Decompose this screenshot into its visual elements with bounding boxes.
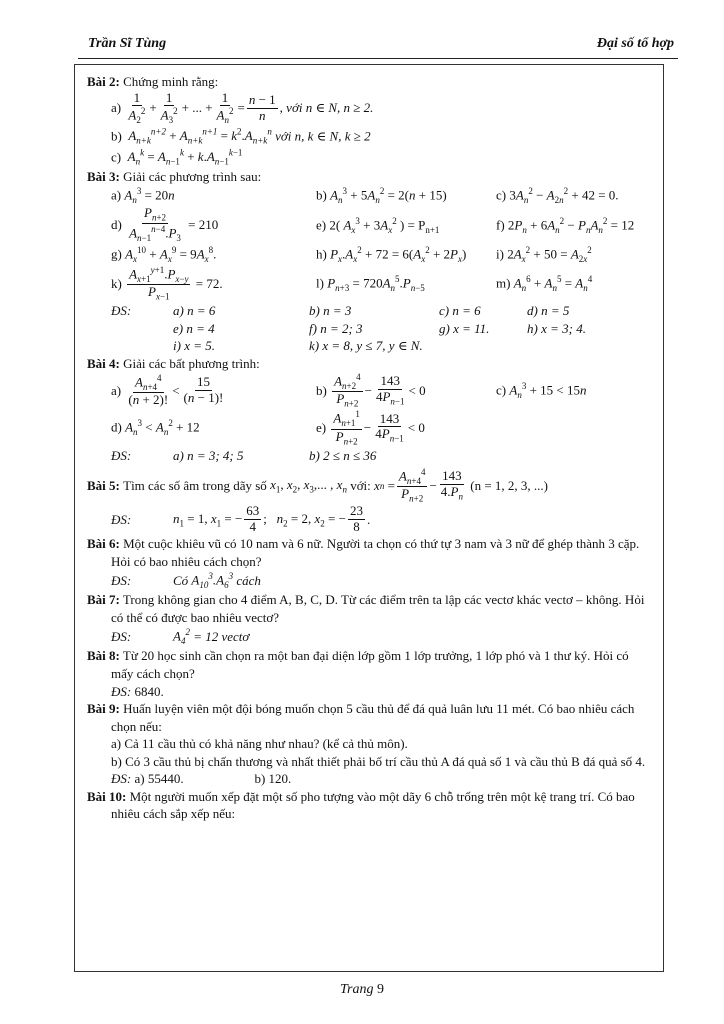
answers-5: ĐS: $n_1 = 1$, $x_1$ = − $\frac{63}{4}$ ; $n_2 = 2$, $x_2$ = − $\frac{23}{8}$ . bbox=[111, 503, 371, 535]
problem-title: Bài 5: bbox=[87, 477, 120, 493]
answers-6: ĐS: Có $A_{10}^3.A_6^3$ cách bbox=[111, 571, 261, 591]
math-fraction: $\frac{1}{A_3^2}$ bbox=[160, 89, 178, 126]
problem-4 bbox=[87, 355, 653, 465]
problem-text: Giải các bất phương trình: bbox=[123, 355, 260, 371]
item-label: a) bbox=[111, 100, 122, 116]
problem-9 bbox=[87, 700, 653, 788]
item-4d: d) $A_n^3 < A_n^2 + 12$ bbox=[111, 418, 200, 438]
problem-title: Bài 4: bbox=[87, 355, 120, 371]
item-3h: h) $P_x.A_x^2 + 72 = 6(A_x^2 + 2P_x)$ bbox=[316, 244, 467, 264]
math-expression: $A_n^k = A_{n-1}^k + k.A_{n-1}^{k-1}$ bbox=[127, 147, 243, 167]
item-9b: b) Có 3 cầu thủ bị chấn thương và nhất thiết phải bố trí cầu thủ A đá quả số 1 và cầu thủ B đá quả số 4. bbox=[111, 753, 646, 769]
math-expression: $A_{n+k}^{n+2} + A_{n+k}^{n+1} = k^2.A_{n+k}^n$ bbox=[128, 126, 272, 146]
answers-7: ĐS: $A_4^2$ = 12 vectơ bbox=[111, 627, 250, 647]
footer-label: Trang bbox=[340, 982, 374, 997]
problem-text: Huấn luyện viên một đội bóng muốn chọn 5 cầu thủ để đá quả luân lưu 11 mét. Có bao nhiêu cách chọn nếu: bbox=[111, 701, 635, 734]
problem-text: Một người muốn xếp đặt một số pho tượng vào một dãy 6 chỗ trống trên một kệ trang trí. Có bao nhiêu cách sắp xếp nếu: bbox=[111, 788, 635, 822]
problem-title: Bài 2: bbox=[87, 74, 120, 89]
answers-3-row3: i) x = 5. k) x = 8, y ≤ 7, y ∈ N. bbox=[173, 338, 423, 354]
problem-text: Chứng minh rằng: bbox=[123, 74, 219, 89]
header-subject: Đại số tổ hợp bbox=[596, 36, 674, 51]
item-3d: d) $\frac{P_{n+2}}{A_{n-1}^{n-4}.P_3}$ = 210 bbox=[111, 205, 219, 244]
item-3g: g) $A_x^{10} + A_x^9 = 9A_x^8$. bbox=[111, 244, 217, 264]
item-label: c) bbox=[111, 149, 122, 165]
problem-5: Bài 5: Tìm các số âm trong dãy số $x_1$, $x_2$, $x_3$,... , $x_n$ với: x n = $\frac{A_{n+4}^4}{P_{n+2}}$ − $\frac{143}{4.P_n}$ (n = 1, 2, 3, ...) ĐS: $n_1 = 1$, $x_1$ = − $\frac{63}{4}$ ; $n_2 = 2$, $x_2$ = − $\frac{23}{8}$ . bbox=[87, 467, 653, 535]
problem-text: Từ 20 học sinh cần chọn ra một ban đại diện lớp gồm 1 lớp trưởng, 1 lớp phó và 1 thư ký. Hỏi có mấy cách chọn? bbox=[111, 648, 629, 682]
math-fraction: $\frac{n - 1}{n}$ bbox=[248, 91, 276, 123]
item-9a: a) Cả 11 cầu thủ có khả năng như nhau? (kể cả thủ môn). bbox=[111, 736, 408, 752]
page-number: 9 bbox=[376, 982, 384, 997]
item-3a: a) $A_n^3 = 20n$ bbox=[111, 186, 175, 206]
answers-8: ĐS: 6840. bbox=[111, 683, 164, 699]
problem-text: Tìm các số âm trong dãy số bbox=[123, 477, 267, 493]
problem-text: với: bbox=[350, 477, 371, 493]
content-frame bbox=[74, 64, 664, 972]
item-4b: b) $\frac{A_{n+2}^4}{P_{n+2}}$ − $\frac{143}{4P_{n-1}}$ < 0 bbox=[316, 372, 426, 409]
item-2a: a) $\frac{1}{A_2^2}$ + $\frac{1}{A_3^2}$ + ... + $\frac{1}{A_n^2}$ = $\frac{n - 1}{n}$ , với n ∈ N, n ≥ 2. bbox=[111, 89, 374, 126]
item-2c bbox=[87, 147, 653, 168]
item-text: với n, k ∈ N, k ≥ 2 bbox=[275, 128, 371, 144]
problem-7 bbox=[87, 591, 653, 647]
header-author: Trần Sĩ Tùng bbox=[88, 36, 167, 51]
item-3m: m) $A_n^6 + A_n^5 = A_n^4$ bbox=[496, 273, 593, 293]
item-2b bbox=[87, 126, 653, 147]
problem-title: Bài 6: bbox=[87, 536, 120, 552]
problem-title: Bài 7: bbox=[87, 592, 120, 608]
item-label: b) bbox=[111, 128, 122, 144]
answers-3-row1: ĐS: a) n = 6 b) n = 3 c) n = 6 d) n = 5 bbox=[111, 302, 570, 318]
item-3c: c) $3A_n^2 - A_{2n}^2 + 42 = 0$. bbox=[496, 186, 619, 206]
item-4a: a) $\frac{A_{n+4}^4}{(n + 2)!}$ < $\frac{15}{(n - 1)!}$ bbox=[111, 373, 224, 408]
item-3l: l) $P_{n+3} = 720A_n^5.P_{n-5}$ bbox=[316, 273, 425, 293]
item-4c: c) $A_n^3 + 15 < 15n$ bbox=[496, 381, 587, 401]
item-3f: f) $2P_n + 6A_n^2 - P_nA_n^2 = 12$ bbox=[496, 215, 635, 235]
item-3e: e) 2( $A_x^3 + 3A_x^2$ ) = $P_{n+1}$ bbox=[316, 215, 440, 235]
answers-3-row2: e) n = 4 f) n = 2; 3 g) x = 11. h) x = 3; 4. bbox=[173, 320, 586, 336]
problem-text: (n = 1, 2, 3, ...) bbox=[470, 477, 548, 493]
problem-text: Trong không gian cho 4 điểm A, B, C, D. Từ các điểm trên ta lập các vectơ khác vectơ – không. Hỏi có thể có được bao nhiêu vectơ? bbox=[111, 592, 645, 625]
item-4e: e) $\frac{A_{n+1}^1}{P_{n+2}}$ − $\frac{143}{4P_{n-1}}$ < 0 bbox=[316, 409, 425, 447]
item-3k: k) $\frac{A_{x+1}^{y+1}.P_{x-y}}{P_{x-1}}$ = 72. bbox=[111, 264, 223, 302]
math-fraction: $\frac{1}{A_n^2}$ bbox=[216, 89, 234, 126]
problem-title: Bài 9: bbox=[87, 701, 120, 717]
problem-6 bbox=[87, 535, 653, 591]
problem-title: Bài 8: bbox=[87, 648, 120, 664]
header-rule bbox=[78, 58, 678, 59]
problem-3 bbox=[87, 168, 653, 355]
item-3i: i) $2A_x^2 + 50 = A_{2x}^2$ bbox=[496, 244, 592, 264]
problem-title: Bài 10: bbox=[87, 788, 127, 804]
problem-10 bbox=[87, 788, 653, 823]
item-3b: b) $A_n^3 + 5A_n^2 = 2(n + 15)$ bbox=[316, 186, 447, 206]
problem-text: Giải các phương trình sau: bbox=[123, 168, 262, 184]
problem-text: Một cuộc khiêu vũ có 10 nam và 6 nữ. Người ta chọn có thứ tự 3 nam và 3 nữ để ghép thành 3 cặp. Hỏi có bao nhiêu cách chọn? bbox=[111, 536, 640, 569]
math-expression: $x_1$, $x_2$, $x_3$,... , $x_n$ bbox=[270, 476, 347, 495]
page-footer bbox=[0, 982, 724, 998]
problem-2 bbox=[87, 73, 653, 168]
answers-9: ĐS: a) 55440. b) 120. bbox=[111, 771, 292, 787]
item-text: , với n ∈ N, n ≥ 2. bbox=[279, 100, 374, 116]
problem-8 bbox=[87, 647, 653, 700]
problem-title: Bài 3: bbox=[87, 168, 120, 184]
math-fraction: $\frac{1}{A_2^2}$ bbox=[128, 89, 146, 126]
answers-4: ĐS: a) n = 3; 4; 5 b) 2 ≤ n ≤ 36 bbox=[111, 447, 377, 463]
